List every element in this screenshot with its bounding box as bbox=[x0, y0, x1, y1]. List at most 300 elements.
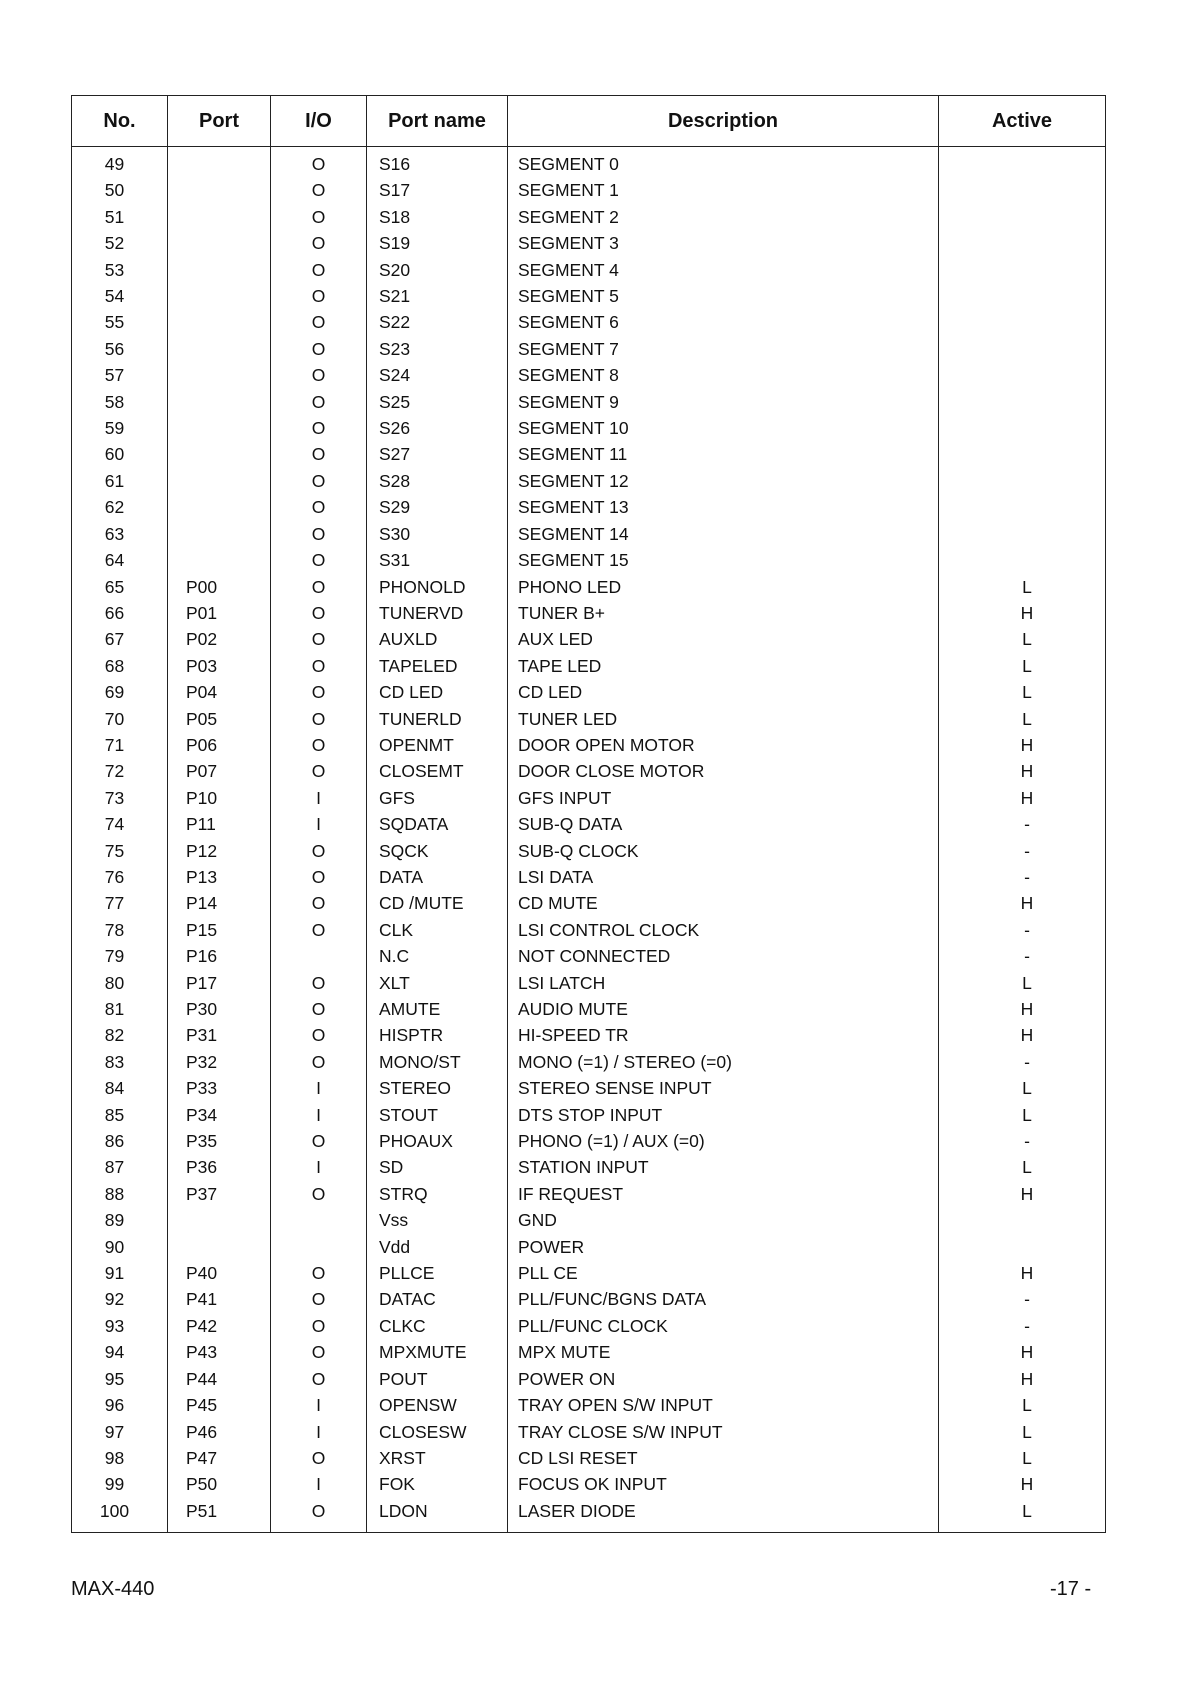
cell-io: O bbox=[271, 732, 367, 758]
cell-no: 89 bbox=[72, 1207, 168, 1233]
cell-active: L bbox=[939, 1392, 1106, 1418]
cell-active: L bbox=[939, 653, 1106, 679]
cell-port bbox=[168, 521, 271, 547]
cell-description: LSI CONTROL CLOCK bbox=[508, 917, 939, 943]
table-row bbox=[72, 521, 1106, 547]
cell-active: L bbox=[939, 1102, 1106, 1128]
cell-port: P12 bbox=[168, 838, 271, 864]
cell-no: 83 bbox=[72, 1049, 168, 1075]
cell-port-name: LDON bbox=[367, 1498, 508, 1533]
cell-no: 96 bbox=[72, 1392, 168, 1418]
cell-port-name: HISPTR bbox=[367, 1022, 508, 1048]
cell-io: O bbox=[271, 626, 367, 652]
cell-no: 85 bbox=[72, 1102, 168, 1128]
cell-no: 51 bbox=[72, 204, 168, 230]
cell-port-name: CLKC bbox=[367, 1313, 508, 1339]
cell-no: 63 bbox=[72, 521, 168, 547]
table-row bbox=[72, 1154, 1106, 1180]
table-row bbox=[72, 679, 1106, 705]
table-row bbox=[72, 1207, 1106, 1233]
cell-description: SEGMENT 8 bbox=[508, 362, 939, 388]
cell-io: O bbox=[271, 758, 367, 784]
table-row bbox=[72, 230, 1106, 256]
cell-port: P00 bbox=[168, 574, 271, 600]
cell-description: TRAY CLOSE S/W INPUT bbox=[508, 1419, 939, 1445]
cell-port-name: Vdd bbox=[367, 1234, 508, 1260]
cell-port: P04 bbox=[168, 679, 271, 705]
cell-no: 69 bbox=[72, 679, 168, 705]
cell-no: 60 bbox=[72, 441, 168, 467]
cell-active: - bbox=[939, 811, 1106, 837]
table-row bbox=[72, 1260, 1106, 1286]
cell-active: L bbox=[939, 1445, 1106, 1471]
cell-port bbox=[168, 257, 271, 283]
cell-port: P37 bbox=[168, 1181, 271, 1207]
table-row bbox=[72, 732, 1106, 758]
cell-port bbox=[168, 1207, 271, 1233]
table-row bbox=[72, 494, 1106, 520]
cell-active: - bbox=[939, 943, 1106, 969]
cell-port: P10 bbox=[168, 785, 271, 811]
cell-no: 100 bbox=[72, 1498, 168, 1533]
cell-active: L bbox=[939, 1075, 1106, 1101]
cell-port: P30 bbox=[168, 996, 271, 1022]
cell-no: 50 bbox=[72, 177, 168, 203]
table-row bbox=[72, 811, 1106, 837]
cell-description: GFS INPUT bbox=[508, 785, 939, 811]
cell-active: H bbox=[939, 600, 1106, 626]
cell-port-name: CD LED bbox=[367, 679, 508, 705]
cell-port: P03 bbox=[168, 653, 271, 679]
cell-no: 93 bbox=[72, 1313, 168, 1339]
cell-port: P50 bbox=[168, 1471, 271, 1497]
cell-io: O bbox=[271, 1445, 367, 1471]
cell-active: L bbox=[939, 679, 1106, 705]
cell-port-name: FOK bbox=[367, 1471, 508, 1497]
cell-port-name: CLOSESW bbox=[367, 1419, 508, 1445]
cell-port-name: MONO/ST bbox=[367, 1049, 508, 1075]
cell-active: - bbox=[939, 1128, 1106, 1154]
cell-io: O bbox=[271, 600, 367, 626]
cell-port: P32 bbox=[168, 1049, 271, 1075]
cell-port: P36 bbox=[168, 1154, 271, 1180]
table-row bbox=[72, 785, 1106, 811]
cell-port: P47 bbox=[168, 1445, 271, 1471]
cell-no: 53 bbox=[72, 257, 168, 283]
table-row bbox=[72, 309, 1106, 335]
cell-io: I bbox=[271, 1471, 367, 1497]
header-port: Port bbox=[168, 96, 271, 147]
cell-active bbox=[939, 1234, 1106, 1260]
cell-active bbox=[939, 389, 1106, 415]
cell-port bbox=[168, 309, 271, 335]
header-description: Description bbox=[508, 96, 939, 147]
cell-description: SEGMENT 3 bbox=[508, 230, 939, 256]
cell-io: I bbox=[271, 1102, 367, 1128]
cell-port-name: SD bbox=[367, 1154, 508, 1180]
table-row bbox=[72, 177, 1106, 203]
cell-description: SEGMENT 12 bbox=[508, 468, 939, 494]
table-row bbox=[72, 706, 1106, 732]
cell-active: L bbox=[939, 706, 1106, 732]
cell-io: O bbox=[271, 1181, 367, 1207]
cell-io: O bbox=[271, 441, 367, 467]
cell-no: 71 bbox=[72, 732, 168, 758]
table-row bbox=[72, 996, 1106, 1022]
cell-no: 54 bbox=[72, 283, 168, 309]
cell-port-name: STOUT bbox=[367, 1102, 508, 1128]
cell-io: O bbox=[271, 706, 367, 732]
cell-port-name: Vss bbox=[367, 1207, 508, 1233]
cell-port bbox=[168, 283, 271, 309]
table-row bbox=[72, 1445, 1106, 1471]
table-row bbox=[72, 1366, 1106, 1392]
cell-port: P16 bbox=[168, 943, 271, 969]
cell-port-name: MPXMUTE bbox=[367, 1339, 508, 1365]
cell-port: P13 bbox=[168, 864, 271, 890]
cell-io: O bbox=[271, 547, 367, 573]
cell-description: TUNER LED bbox=[508, 706, 939, 732]
cell-description: SEGMENT 13 bbox=[508, 494, 939, 520]
cell-io: O bbox=[271, 204, 367, 230]
cell-active: L bbox=[939, 970, 1106, 996]
header-no: No. bbox=[72, 96, 168, 147]
cell-no: 59 bbox=[72, 415, 168, 441]
cell-active bbox=[939, 521, 1106, 547]
cell-port: P41 bbox=[168, 1286, 271, 1312]
cell-description: MONO (=1) / STEREO (=0) bbox=[508, 1049, 939, 1075]
cell-no: 75 bbox=[72, 838, 168, 864]
table-row bbox=[72, 1234, 1106, 1260]
cell-port-name: PHONOLD bbox=[367, 574, 508, 600]
cell-port-name: S23 bbox=[367, 336, 508, 362]
cell-io: O bbox=[271, 1366, 367, 1392]
cell-active bbox=[939, 468, 1106, 494]
cell-active bbox=[939, 494, 1106, 520]
cell-active: - bbox=[939, 1313, 1106, 1339]
cell-no: 80 bbox=[72, 970, 168, 996]
cell-port: P14 bbox=[168, 890, 271, 916]
table-row bbox=[72, 917, 1106, 943]
cell-port-name: OPENSW bbox=[367, 1392, 508, 1418]
cell-port-name: S27 bbox=[367, 441, 508, 467]
cell-description: AUX LED bbox=[508, 626, 939, 652]
cell-port bbox=[168, 362, 271, 388]
cell-port-name: CLK bbox=[367, 917, 508, 943]
table-row bbox=[72, 1075, 1106, 1101]
cell-description: SEGMENT 5 bbox=[508, 283, 939, 309]
cell-port: P05 bbox=[168, 706, 271, 732]
table-row bbox=[72, 547, 1106, 573]
cell-description: FOCUS OK INPUT bbox=[508, 1471, 939, 1497]
cell-io: I bbox=[271, 785, 367, 811]
cell-port bbox=[168, 1234, 271, 1260]
cell-port-name: S26 bbox=[367, 415, 508, 441]
cell-no: 74 bbox=[72, 811, 168, 837]
table-row bbox=[72, 147, 1106, 178]
cell-active: L bbox=[939, 1498, 1106, 1533]
cell-port: P40 bbox=[168, 1260, 271, 1286]
header-io: I/O bbox=[271, 96, 367, 147]
table-row bbox=[72, 970, 1106, 996]
cell-description: SEGMENT 10 bbox=[508, 415, 939, 441]
cell-no: 72 bbox=[72, 758, 168, 784]
cell-active bbox=[939, 177, 1106, 203]
cell-port bbox=[168, 147, 271, 178]
table-row bbox=[72, 1128, 1106, 1154]
cell-no: 79 bbox=[72, 943, 168, 969]
table-row bbox=[72, 1313, 1106, 1339]
table-row bbox=[72, 1022, 1106, 1048]
table-row bbox=[72, 362, 1106, 388]
cell-no: 67 bbox=[72, 626, 168, 652]
cell-description: SEGMENT 0 bbox=[508, 147, 939, 178]
cell-no: 70 bbox=[72, 706, 168, 732]
cell-no: 64 bbox=[72, 547, 168, 573]
cell-port-name: STRQ bbox=[367, 1181, 508, 1207]
table-row bbox=[72, 1286, 1106, 1312]
cell-port-name: S16 bbox=[367, 147, 508, 178]
cell-io bbox=[271, 1207, 367, 1233]
cell-port-name: PLLCE bbox=[367, 1260, 508, 1286]
cell-no: 84 bbox=[72, 1075, 168, 1101]
table-row bbox=[72, 838, 1106, 864]
cell-port-name: S18 bbox=[367, 204, 508, 230]
cell-port-name: STEREO bbox=[367, 1075, 508, 1101]
cell-io: O bbox=[271, 177, 367, 203]
cell-description: SEGMENT 7 bbox=[508, 336, 939, 362]
cell-port: P44 bbox=[168, 1366, 271, 1392]
cell-io: O bbox=[271, 362, 367, 388]
cell-port: P34 bbox=[168, 1102, 271, 1128]
cell-no: 97 bbox=[72, 1419, 168, 1445]
cell-active bbox=[939, 230, 1106, 256]
cell-port-name: S17 bbox=[367, 177, 508, 203]
cell-port-name: OPENMT bbox=[367, 732, 508, 758]
cell-io: O bbox=[271, 996, 367, 1022]
cell-port-name: XRST bbox=[367, 1445, 508, 1471]
cell-no: 65 bbox=[72, 574, 168, 600]
table-row bbox=[72, 204, 1106, 230]
cell-description: SEGMENT 14 bbox=[508, 521, 939, 547]
cell-no: 82 bbox=[72, 1022, 168, 1048]
table-row bbox=[72, 389, 1106, 415]
cell-active: H bbox=[939, 1471, 1106, 1497]
cell-active bbox=[939, 309, 1106, 335]
table-row bbox=[72, 468, 1106, 494]
cell-description: LSI DATA bbox=[508, 864, 939, 890]
cell-no: 58 bbox=[72, 389, 168, 415]
cell-io: O bbox=[271, 1286, 367, 1312]
cell-no: 88 bbox=[72, 1181, 168, 1207]
cell-port-name: S28 bbox=[367, 468, 508, 494]
cell-port: P07 bbox=[168, 758, 271, 784]
cell-active bbox=[939, 257, 1106, 283]
cell-io: O bbox=[271, 1049, 367, 1075]
cell-port bbox=[168, 415, 271, 441]
cell-active bbox=[939, 441, 1106, 467]
cell-io: O bbox=[271, 1498, 367, 1533]
pin-table bbox=[71, 95, 1106, 1533]
cell-io: O bbox=[271, 494, 367, 520]
cell-io: O bbox=[271, 653, 367, 679]
cell-port: P33 bbox=[168, 1075, 271, 1101]
cell-port-name: S24 bbox=[367, 362, 508, 388]
table-row bbox=[72, 1471, 1106, 1497]
cell-active: H bbox=[939, 1181, 1106, 1207]
cell-active: H bbox=[939, 1260, 1106, 1286]
cell-no: 68 bbox=[72, 653, 168, 679]
cell-no: 55 bbox=[72, 309, 168, 335]
cell-port: P42 bbox=[168, 1313, 271, 1339]
cell-no: 52 bbox=[72, 230, 168, 256]
cell-no: 66 bbox=[72, 600, 168, 626]
cell-io: I bbox=[271, 1392, 367, 1418]
cell-io: O bbox=[271, 389, 367, 415]
cell-description: PLL/FUNC/BGNS DATA bbox=[508, 1286, 939, 1312]
cell-port bbox=[168, 336, 271, 362]
cell-io: O bbox=[271, 574, 367, 600]
cell-no: 95 bbox=[72, 1366, 168, 1392]
cell-io: O bbox=[271, 468, 367, 494]
cell-description: LSI LATCH bbox=[508, 970, 939, 996]
cell-port: P31 bbox=[168, 1022, 271, 1048]
cell-active: L bbox=[939, 574, 1106, 600]
table-row bbox=[72, 574, 1106, 600]
cell-port-name: SQCK bbox=[367, 838, 508, 864]
cell-no: 92 bbox=[72, 1286, 168, 1312]
cell-description: HI-SPEED TR bbox=[508, 1022, 939, 1048]
cell-active: H bbox=[939, 758, 1106, 784]
cell-io: O bbox=[271, 838, 367, 864]
cell-port-name: TUNERLD bbox=[367, 706, 508, 732]
cell-active bbox=[939, 362, 1106, 388]
cell-io: O bbox=[271, 1128, 367, 1154]
cell-port: P46 bbox=[168, 1419, 271, 1445]
cell-port bbox=[168, 468, 271, 494]
cell-port bbox=[168, 389, 271, 415]
cell-description: SEGMENT 15 bbox=[508, 547, 939, 573]
cell-port-name: TAPELED bbox=[367, 653, 508, 679]
cell-active: H bbox=[939, 1022, 1106, 1048]
cell-description: STEREO SENSE INPUT bbox=[508, 1075, 939, 1101]
cell-description: PHONO LED bbox=[508, 574, 939, 600]
cell-port-name: DATAC bbox=[367, 1286, 508, 1312]
cell-port bbox=[168, 547, 271, 573]
cell-active: H bbox=[939, 732, 1106, 758]
cell-description: AUDIO MUTE bbox=[508, 996, 939, 1022]
cell-port bbox=[168, 204, 271, 230]
cell-description: DOOR CLOSE MOTOR bbox=[508, 758, 939, 784]
cell-io: O bbox=[271, 147, 367, 178]
cell-no: 78 bbox=[72, 917, 168, 943]
cell-port-name: POUT bbox=[367, 1366, 508, 1392]
table-row bbox=[72, 1392, 1106, 1418]
cell-description: SEGMENT 11 bbox=[508, 441, 939, 467]
cell-port: P43 bbox=[168, 1339, 271, 1365]
cell-no: 86 bbox=[72, 1128, 168, 1154]
cell-active: H bbox=[939, 785, 1106, 811]
cell-io: I bbox=[271, 811, 367, 837]
cell-port-name: S30 bbox=[367, 521, 508, 547]
cell-no: 73 bbox=[72, 785, 168, 811]
table-row bbox=[72, 653, 1106, 679]
cell-description: SEGMENT 4 bbox=[508, 257, 939, 283]
cell-io: O bbox=[271, 1022, 367, 1048]
cell-port: P17 bbox=[168, 970, 271, 996]
cell-port-name: S31 bbox=[367, 547, 508, 573]
table-row bbox=[72, 943, 1106, 969]
cell-no: 49 bbox=[72, 147, 168, 178]
cell-no: 56 bbox=[72, 336, 168, 362]
cell-no: 57 bbox=[72, 362, 168, 388]
cell-io: O bbox=[271, 864, 367, 890]
cell-io: O bbox=[271, 257, 367, 283]
table-row bbox=[72, 758, 1106, 784]
cell-port-name: CD /MUTE bbox=[367, 890, 508, 916]
cell-active: - bbox=[939, 1286, 1106, 1312]
cell-no: 81 bbox=[72, 996, 168, 1022]
cell-active: - bbox=[939, 864, 1106, 890]
cell-active: H bbox=[939, 1339, 1106, 1365]
cell-io: I bbox=[271, 1075, 367, 1101]
cell-no: 91 bbox=[72, 1260, 168, 1286]
cell-port: P02 bbox=[168, 626, 271, 652]
cell-active: H bbox=[939, 996, 1106, 1022]
cell-io: O bbox=[271, 521, 367, 547]
cell-active: - bbox=[939, 917, 1106, 943]
cell-active: L bbox=[939, 626, 1106, 652]
cell-io: O bbox=[271, 415, 367, 441]
cell-port-name: XLT bbox=[367, 970, 508, 996]
cell-io bbox=[271, 1234, 367, 1260]
cell-active bbox=[939, 1207, 1106, 1233]
cell-active bbox=[939, 415, 1106, 441]
cell-port-name: AMUTE bbox=[367, 996, 508, 1022]
cell-port: P15 bbox=[168, 917, 271, 943]
cell-port-name: AUXLD bbox=[367, 626, 508, 652]
cell-description: TAPE LED bbox=[508, 653, 939, 679]
cell-description: POWER bbox=[508, 1234, 939, 1260]
cell-io: I bbox=[271, 1419, 367, 1445]
cell-description: GND bbox=[508, 1207, 939, 1233]
cell-active: L bbox=[939, 1154, 1106, 1180]
table-row bbox=[72, 626, 1106, 652]
cell-port: P51 bbox=[168, 1498, 271, 1533]
cell-no: 62 bbox=[72, 494, 168, 520]
cell-no: 99 bbox=[72, 1471, 168, 1497]
cell-active bbox=[939, 336, 1106, 362]
cell-io: O bbox=[271, 917, 367, 943]
cell-port: P01 bbox=[168, 600, 271, 626]
cell-description: CD LED bbox=[508, 679, 939, 705]
cell-io: O bbox=[271, 1339, 367, 1365]
cell-no: 76 bbox=[72, 864, 168, 890]
cell-description: SUB-Q CLOCK bbox=[508, 838, 939, 864]
cell-description: PLL CE bbox=[508, 1260, 939, 1286]
table-row bbox=[72, 441, 1106, 467]
cell-description: POWER ON bbox=[508, 1366, 939, 1392]
header-port-name: Port name bbox=[367, 96, 508, 147]
cell-description: NOT CONNECTED bbox=[508, 943, 939, 969]
cell-active: - bbox=[939, 838, 1106, 864]
cell-no: 61 bbox=[72, 468, 168, 494]
table-row bbox=[72, 1498, 1106, 1533]
cell-port-name: GFS bbox=[367, 785, 508, 811]
table-row bbox=[72, 890, 1106, 916]
table-row bbox=[72, 1102, 1106, 1128]
cell-port-name: DATA bbox=[367, 864, 508, 890]
